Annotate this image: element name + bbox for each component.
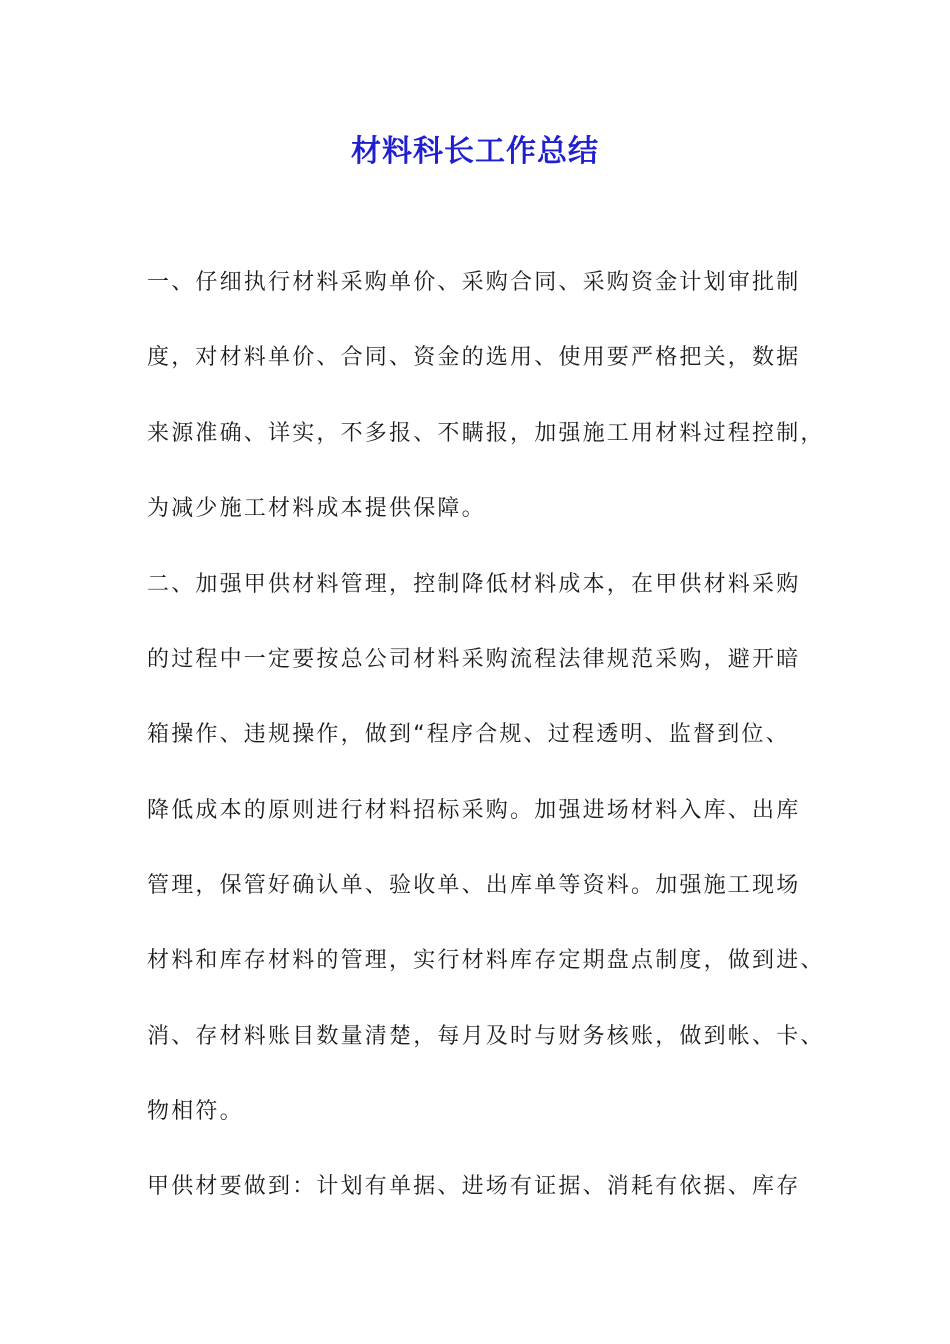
- text-line: 的过程中一定要按总公司材料采购流程法律规范采购，避开暗: [147, 647, 801, 672]
- text-line: 二、加强甲供材料管理，控制降低材料成本，在甲供材料采购: [147, 572, 801, 597]
- text-line: 降低成本的原则进行材料招标采购。加强进场材料入库、出库: [147, 798, 801, 823]
- text-line: 甲供材要做到：计划有单据、进场有证据、消耗有依据、库存: [147, 1174, 801, 1199]
- text-line: 管理，保管好确认单、验收单、出库单等资料。加强施工现场: [147, 873, 801, 898]
- document-title: 材料科长工作总结: [351, 134, 599, 169]
- text-line: 来源准确、详实，不多报、不瞒报，加强施工用材料过程控制，: [147, 421, 825, 446]
- text-line: 消、存材料账目数量清楚，每月及时与财务核账，做到帐、卡、: [147, 1024, 825, 1049]
- text-line: 一、仔细执行材料采购单价、采购合同、采购资金计划审批制: [147, 270, 801, 295]
- text-line: 箱操作、违规操作，做到“程序合规、过程透明、监督到位、: [147, 722, 790, 747]
- text-line: 为减少施工材料成本提供保障。: [147, 496, 486, 521]
- text-line: 度，对材料单价、合同、资金的选用、使用要严格把关，数据: [147, 345, 801, 370]
- text-line: 材料和库存材料的管理，实行材料库存定期盘点制度，做到进、: [147, 948, 825, 973]
- text-line: 物相符。: [147, 1099, 244, 1124]
